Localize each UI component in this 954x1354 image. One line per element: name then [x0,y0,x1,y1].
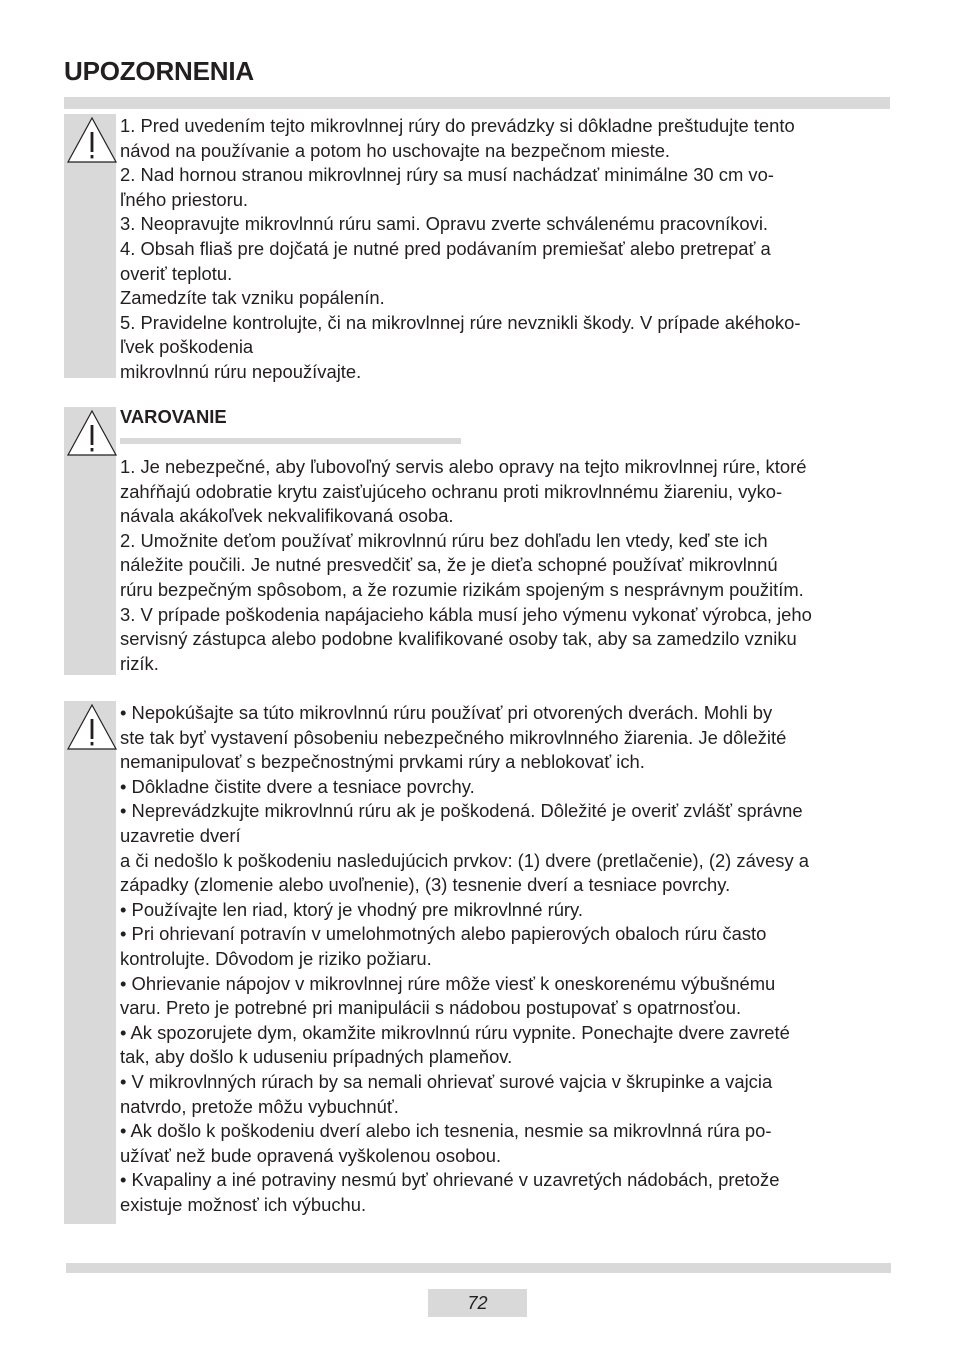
text-line: rúru bezpečným spôsobom, a že rozumie rizikám spojeným s nesprávnym použitím. [120,578,804,600]
text-line: • Dôkladne čistite dvere a tesniace povrchy. [120,775,475,797]
text-line: ste tak byť vystavení pôsobeniu nebezpečného mikrovlnného žiarenia. Je dôležité [120,726,787,748]
text-line: 5. Pravidelne kontrolujte, či na mikrovlnnej rúre nevznikli škody. V prípade akéhoko- [120,311,801,333]
warning-triangle-icon [66,409,118,457]
text-line: mikrovlnnú rúru nepoužívajte. [120,360,362,382]
warning-triangle-icon [66,703,118,751]
heading-divider [120,438,461,444]
warnings-section-1 [64,114,894,382]
text-line: 1. Je nebezpečné, aby ľubovoľný servis alebo opravy na tejto mikrovlnnej rúre, ktoré [120,456,807,477]
warnings-list-1 [120,114,894,385]
text-line: natvrdo, pretože môžu vybuchnúť. [120,1095,399,1117]
text-line: varu. Preto je potrebné pri manipulácii s nádobou postupovať s opatrnosťou. [120,997,742,1019]
text-line: západky (zlomenie alebo uvoľnenie), (3) tesnenie dverí a tesniace povrchy. [120,874,731,896]
warnings-section-2 [64,407,894,675]
text-line: uzavretie dverí [120,824,241,846]
text-line: ľvek poškodenia [120,336,254,358]
warnings-section-3 [64,701,894,1224]
text-line: nemanipulovať s bezpečnostnými prvkami rúry a neblokovať ich. [120,751,645,773]
text-line: • Pri ohrievaní potravín v umelohmotných alebo papierových obaloch rúru často [120,923,767,945]
text-line: a či nedošlo k poškodeniu nasledujúcich prvkov: (1) dvere (pretlačenie), (2) závesy a [120,849,809,871]
page-number: 72 [428,1289,527,1317]
text-line: náležite poučili. Je nutné presvedčiť sa, že je dieťa schopné používať mikrovlnnú [120,554,778,576]
text-line: • Ak spozorujete dym, okamžite mikrovlnnú rúru vypnite. Ponechajte dvere zavreté [120,1021,790,1043]
text-line: kontrolujte. Dôvodom je riziko požiaru. [120,947,432,969]
text-line: 2. Umožnite deťom používať mikrovlnnú rúru bez dohľadu len vtedy, keď ste ich [120,529,768,551]
text-line: • Nepokúšajte sa túto mikrovlnnú rúru používať pri otvorených dverách. Mohli by [120,702,773,723]
text-line: 3. Neopravujte mikrovlnnú rúru sami. Opravu zverte schválenému pracovníkovi. [120,213,769,235]
page-title: UPOZORNENIA [64,56,254,86]
title-divider [64,97,890,109]
text-line: • Ak došlo k poškodeniu dverí alebo ich tesnenia, nesmie sa mikrovlnná rúra po- [120,1120,772,1142]
text-line: • V mikrovlnných rúrach by sa nemali ohrievať surové vajcia v škrupinke a vajcia [120,1070,773,1092]
text-line: návod na používanie a potom ho uschovajte na bezpečnom mieste. [120,139,671,161]
text-line: 1. Pred uvedením tejto mikrovlnnej rúry do prevádzky si dôkladne preštudujte tento [120,115,795,136]
text-line: servisný zástupca alebo podobne kvalifikované osoby tak, aby sa zamedzilo vzniku [120,628,797,650]
text-line: • Kvapaliny a iné potraviny nesmú byť ohrievané v uzavretých nádobách, pretože [120,1169,780,1191]
warnings-list-3 [120,701,894,1217]
text-line: 4. Obsah fliaš pre dojčatá je nutné pred podávaním premiešať alebo pretrepať a [120,237,771,259]
text-line: existuje možnosť ich výbuchu. [120,1193,367,1215]
text-line: Zamedzíte tak vzniku popálenín. [120,287,385,309]
text-line: • Neprevádzkujte mikrovlnnú rúru ak je poškodená. Dôležité je overiť zvlášť správne [120,800,803,822]
side-bar [64,701,116,1224]
warnings-list-2 [120,405,894,676]
text-line: zahŕňajú odobratie krytu zaisťujúceho ochranu proti mikrovlnnému žiareniu, vyko- [120,480,783,502]
text-line: návala akákoľvek nekvalifikovaná osoba. [120,505,454,527]
warning-triangle-icon [66,116,118,164]
text-line: rizík. [120,652,159,674]
text-line: ľného priestoru. [120,188,249,210]
text-line: • Používajte len riad, ktorý je vhodný pre mikrovlnné rúry. [120,898,583,920]
text-line: 2. Nad hornou stranou mikrovlnnej rúry sa musí nachádzať minimálne 30 cm vo- [120,164,774,186]
warnings-items-2 [120,455,894,676]
text-line: 3. V prípade poškodenia napájacieho kábla musí jeho výmenu vykonať výrobca, jeho [120,603,812,625]
text-line: overiť teplotu. [120,262,233,284]
footer-divider [66,1263,891,1273]
section-heading: VAROVANIE [120,406,227,427]
text-line: tak, aby došlo k uduseniu prípadných plameňov. [120,1046,513,1068]
text-line: užívať než bude opravená vyškolenou osobou. [120,1144,502,1166]
text-line: • Ohrievanie nápojov v mikrovlnnej rúre môže viesť k oneskorenému výbušnému [120,972,776,994]
